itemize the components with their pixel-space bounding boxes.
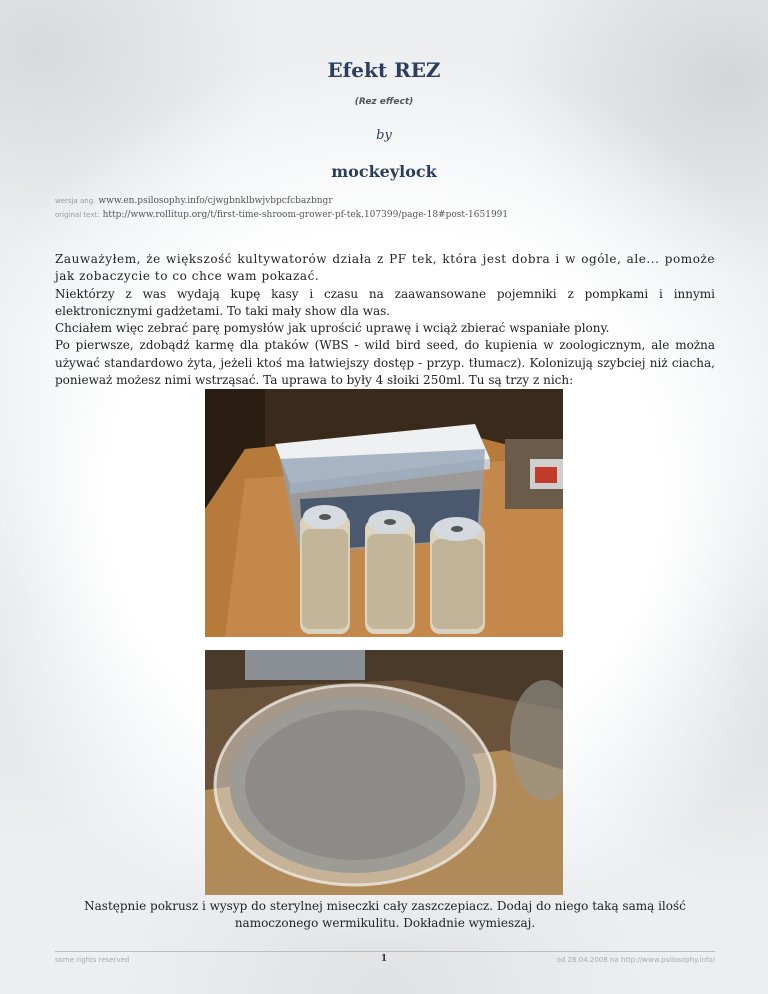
jar-3 bbox=[430, 517, 485, 634]
jar-1 bbox=[300, 505, 350, 634]
footer-divider bbox=[55, 951, 715, 952]
paragraph: Niektórzy z was wydają kupę kasy i czasu na zaawansowane pojemniki z pompkami i innymi elektronicznymi gadżetami. To taki mały show dla was. bbox=[55, 286, 715, 318]
original-text-line bbox=[55, 210, 508, 220]
english-version-link[interactable]: www.en.psilosophy.info/cjwgbnklbwjvbpcfcbazbngr bbox=[98, 196, 333, 206]
dish-illustration bbox=[205, 650, 563, 895]
paragraph: Po pierwsze, zdobądź karmę dla ptaków (WBS - wild bird seed, do kupienia w zoologicznym, ale można używać standardowo żyta, jeżeli ktoś ma łatwiejszy dostęp - przyp. tłumacz). Kolonizują szybciej niż ciacha, ponieważ możesz nimi wstrząsać. Ta uprawa to były 4 słoiki 250ml. Tu są trzy z nich: bbox=[55, 338, 715, 388]
article-body bbox=[55, 251, 715, 389]
footer-rights: some rights reserved bbox=[55, 956, 130, 964]
original-text-link[interactable]: http://www.rollitup.org/t/first-time-shroom-grower-pf-tek.107399/page-18#post-1651991 bbox=[102, 210, 509, 220]
page-title: Efekt REZ bbox=[327, 58, 441, 82]
photo-caption: Następnie pokrusz i wysyp do sterylnej miseczki cały zaszczepiacz. Dodaj do niego taką samą ilość namoczonego wermikulitu. Dokładnie wymieszaj. bbox=[84, 899, 686, 930]
original-text-label: original text: bbox=[55, 211, 100, 219]
page-subtitle: (Rez effect) bbox=[354, 97, 414, 107]
author-name: mockeylock bbox=[331, 162, 437, 181]
photo-dish bbox=[205, 650, 563, 895]
jars-illustration bbox=[205, 389, 563, 637]
footer-source: od 28.04.2008 na http://www.psilosophy.info/ bbox=[556, 956, 715, 964]
page-number: 1 bbox=[380, 954, 388, 964]
paragraph: Chciałem więc zebrać parę pomysłów jak uprościć uprawę i wciąż zbierać wspaniałe plony. bbox=[55, 321, 610, 336]
paragraph: Zauważyłem, że większość kultywatorów działa z PF tek, która jest dobra i w ogóle, ale... pomoże jak zobaczycie to co chce wam pokazać. bbox=[55, 252, 715, 284]
english-version-label: wersja ang. bbox=[55, 197, 96, 205]
jar-2 bbox=[365, 510, 415, 634]
photo-jars bbox=[205, 389, 563, 637]
english-version-line bbox=[55, 196, 333, 206]
by-label: by bbox=[376, 128, 392, 143]
